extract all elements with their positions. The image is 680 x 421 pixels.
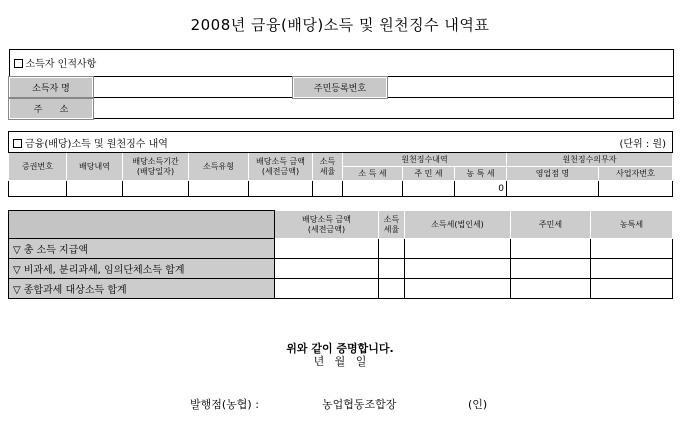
header-div-amount: 배당소득 금액 (세전금액) — [249, 153, 313, 181]
header-biz-no: 사업자번호 — [599, 167, 673, 181]
triangle-down-icon: ▽ — [13, 245, 21, 256]
cell-resident-tax — [403, 181, 455, 197]
header-resident-tax: 주 민 세 — [403, 167, 455, 181]
cell-branch — [507, 181, 599, 197]
issuer-label: 발행점(농협) : — [190, 398, 259, 411]
cell-farm-tax — [591, 259, 673, 279]
cell-tax-rate — [379, 259, 405, 279]
cell-resident-tax — [511, 259, 591, 279]
withholding-detail-table — [8, 131, 673, 197]
row-label: ▽ 비과세, 분리과세, 임의단체소득 합계 — [9, 259, 275, 279]
cell-tax-rate — [313, 181, 343, 197]
totals-table — [8, 210, 673, 299]
name-label: 소득자 명 — [9, 77, 93, 98]
totals-header-tax-rate: 소득 세율 — [379, 211, 405, 239]
issuer-name: 농업협동조합장 — [322, 398, 397, 411]
header-income-type: 소득유형 — [189, 153, 249, 181]
checkbox-icon — [14, 59, 23, 68]
header-farm-tax: 농 특 세 — [455, 167, 507, 181]
personal-info-heading: 소득자 인적사항 — [9, 50, 673, 77]
checkbox-icon — [13, 139, 22, 148]
cell-period — [123, 181, 189, 197]
totals-header-resident-tax: 주민세 — [511, 211, 591, 239]
cell-biz-no — [599, 181, 673, 197]
row-label: ▽ 총 소득 지급액 — [9, 239, 275, 259]
cell-income-tax — [405, 279, 511, 299]
date-line: 년 월 일 — [313, 355, 367, 368]
row-label: ▽ 종합과세 대상소득 합계 — [9, 279, 275, 299]
cell-resident-tax — [511, 279, 591, 299]
totals-header-blank — [9, 211, 275, 239]
totals-header-farm-tax: 농특세 — [591, 211, 673, 239]
document-title: 2008년 금융(배당)소득 및 원천징수 내역표 — [190, 16, 490, 34]
totals-header-div-amount: 배당소득 금액 (세전금액) — [275, 211, 379, 239]
seal-mark: (인) — [468, 398, 488, 411]
cell-tax-rate — [379, 239, 405, 259]
name-value — [93, 77, 293, 98]
header-withholding: 원천징수내역 — [343, 153, 507, 167]
cell-div-detail — [67, 181, 123, 197]
resident-id-label: 주민등록번호 — [293, 77, 387, 98]
cell-farm-tax — [591, 239, 673, 259]
cell-income-tax — [343, 181, 403, 197]
withholding-heading: 금융(배당)소득 및 원천징수 내역 (단위 : 원) — [9, 132, 673, 153]
totals-row-total-paid — [9, 239, 673, 259]
cell-resident-tax — [511, 239, 591, 259]
totals-header-income-tax: 소득세(법인세) — [405, 211, 511, 239]
totals-row-nontaxable — [9, 259, 673, 279]
cell-cert-no — [9, 181, 67, 197]
cell-income-tax — [405, 239, 511, 259]
personal-info-table — [8, 49, 674, 120]
cell-farm-tax: 0 — [455, 181, 507, 197]
cell-div-amount — [275, 259, 379, 279]
triangle-down-icon: ▽ — [13, 265, 21, 276]
address-label: 주 소 — [9, 98, 93, 119]
cell-div-amount — [275, 239, 379, 259]
cell-farm-tax — [591, 279, 673, 299]
cell-div-amount — [275, 279, 379, 299]
cell-income-type — [189, 181, 249, 197]
triangle-down-icon: ▽ — [13, 285, 21, 296]
certify-text: 위와 같이 증명합니다. — [286, 342, 394, 355]
unit-label: (단위 : 원) — [619, 138, 666, 150]
header-agent: 원천징수의무자 — [507, 153, 673, 167]
header-tax-rate: 소득 세율 — [313, 153, 343, 181]
header-div-detail: 배당내역 — [67, 153, 123, 181]
resident-id-value — [387, 77, 673, 98]
header-branch: 영업점 명 — [507, 167, 599, 181]
header-cert-no: 증권번호 — [9, 153, 67, 181]
header-period: 배당소득기간 (배당일자) — [123, 153, 189, 181]
cell-income-tax — [405, 259, 511, 279]
address-value — [93, 98, 673, 119]
totals-row-comprehensive — [9, 279, 673, 299]
cell-div-amount — [249, 181, 313, 197]
cell-tax-rate — [379, 279, 405, 299]
header-income-tax: 소 득 세 — [343, 167, 403, 181]
